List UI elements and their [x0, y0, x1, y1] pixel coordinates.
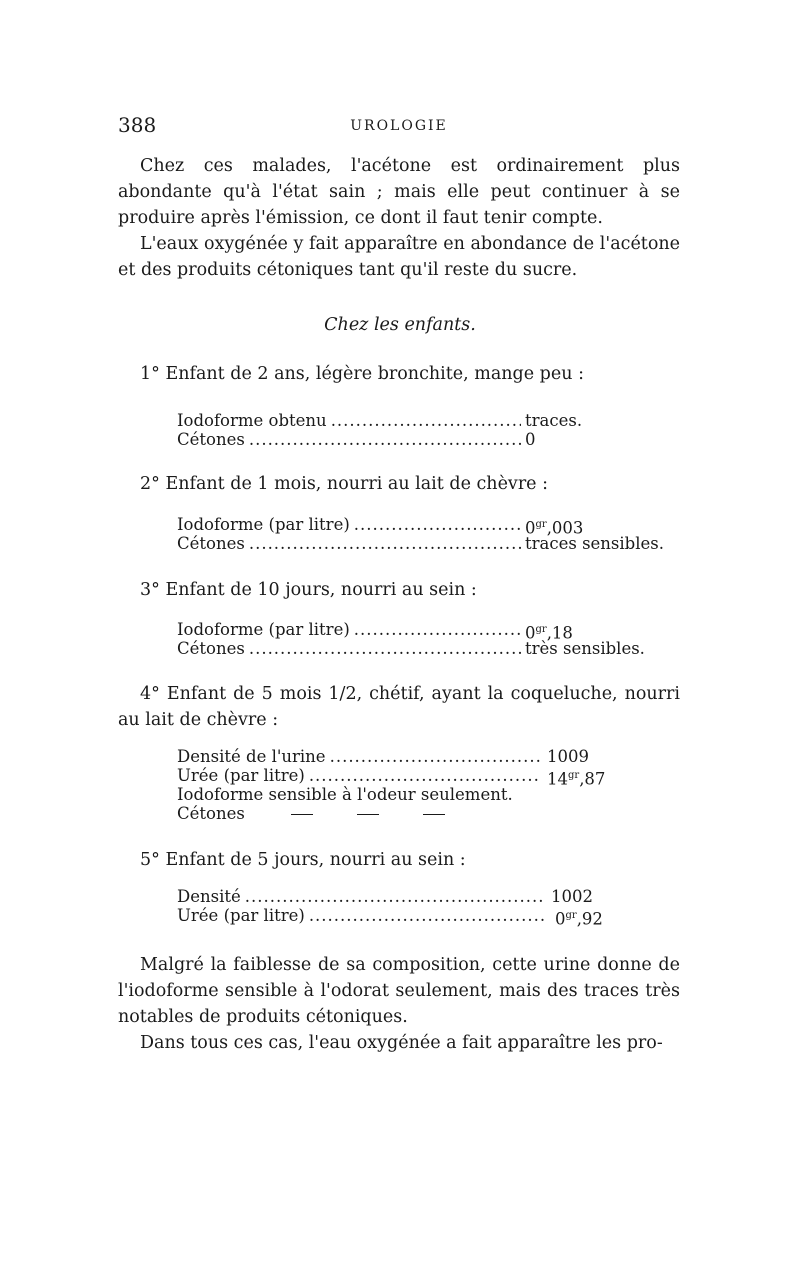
page-header — [118, 113, 680, 143]
case-4-row-1: Densité de l'urine ..... 1009 — [177, 747, 545, 767]
case-4-title: 4° Enfant de 5 mois 1/2, chétif, ayant la coqueluche, nourri au lait de chèvre : — [118, 684, 680, 730]
closing-paragraph-1: Malgré la faiblesse de sa composition, cette urine donne de l'iodoforme sensible à l'odorat seulement, mais des traces très notables de produits cétoniques. — [118, 955, 680, 1027]
case-3-row-1: Iodoforme (par litre) ..... $0^{gr},18$ — [177, 620, 525, 640]
ditto-dash — [291, 814, 313, 815]
case-2-title: 2° Enfant de 1 mois, nourri au lait de chèvre : — [140, 474, 548, 494]
case-5-row-1: Densité ..... 1002 — [177, 887, 549, 907]
case-1-row-2: Cétones ..... 0 — [177, 430, 525, 450]
case-5-title: 5° Enfant de 5 jours, nourri au sein : — [140, 850, 466, 870]
ditto-dash — [357, 814, 379, 815]
case-3-title: 3° Enfant de 10 jours, nourri au sein : — [140, 580, 477, 600]
case-4-row-3: Iodoforme sensible à l'odeur seulement. — [177, 785, 513, 804]
case-5-row-2: Urée (par litre) ..... $0^{gr},92$ — [177, 906, 549, 926]
intro-paragraph-1: Chez ces malades, l'acétone est ordinairement plus abondante qu'à l'état sain ; mais elle peut continuer à se produire après l'émission, ce dont il faut tenir compte. — [118, 156, 680, 228]
ditto-dash — [423, 814, 445, 815]
case-2-row-2: Cétones ..... traces sensibles. — [177, 534, 525, 554]
case-1-title: 1° Enfant de 2 ans, légère bronchite, mange peu : — [140, 364, 584, 384]
running-title: UROLOGIE — [350, 118, 448, 134]
case-3-row-2: Cétones ..... très sensibles. — [177, 639, 525, 659]
case-4-row-4: Cétones — [177, 804, 545, 824]
case-2-row-1: Iodoforme (par litre) ..... $0^{gr},003$ — [177, 515, 525, 535]
page-number: 388 — [118, 113, 157, 137]
section-title: Chez les enfants. — [324, 315, 476, 335]
case-1-row-1: Iodoforme obtenu ..... traces. — [177, 411, 525, 431]
case-4-row-2: Urée (par litre) ..... $14^{gr},87$ — [177, 766, 545, 786]
intro-paragraph-2: L'eaux oxygénée y fait apparaître en abondance de l'acétone et des produits cétoniques tant qu'il reste du sucre. — [118, 234, 680, 280]
closing-paragraph-2: Dans tous ces cas, l'eau oxygénée a fait apparaître les pro- — [140, 1033, 663, 1053]
